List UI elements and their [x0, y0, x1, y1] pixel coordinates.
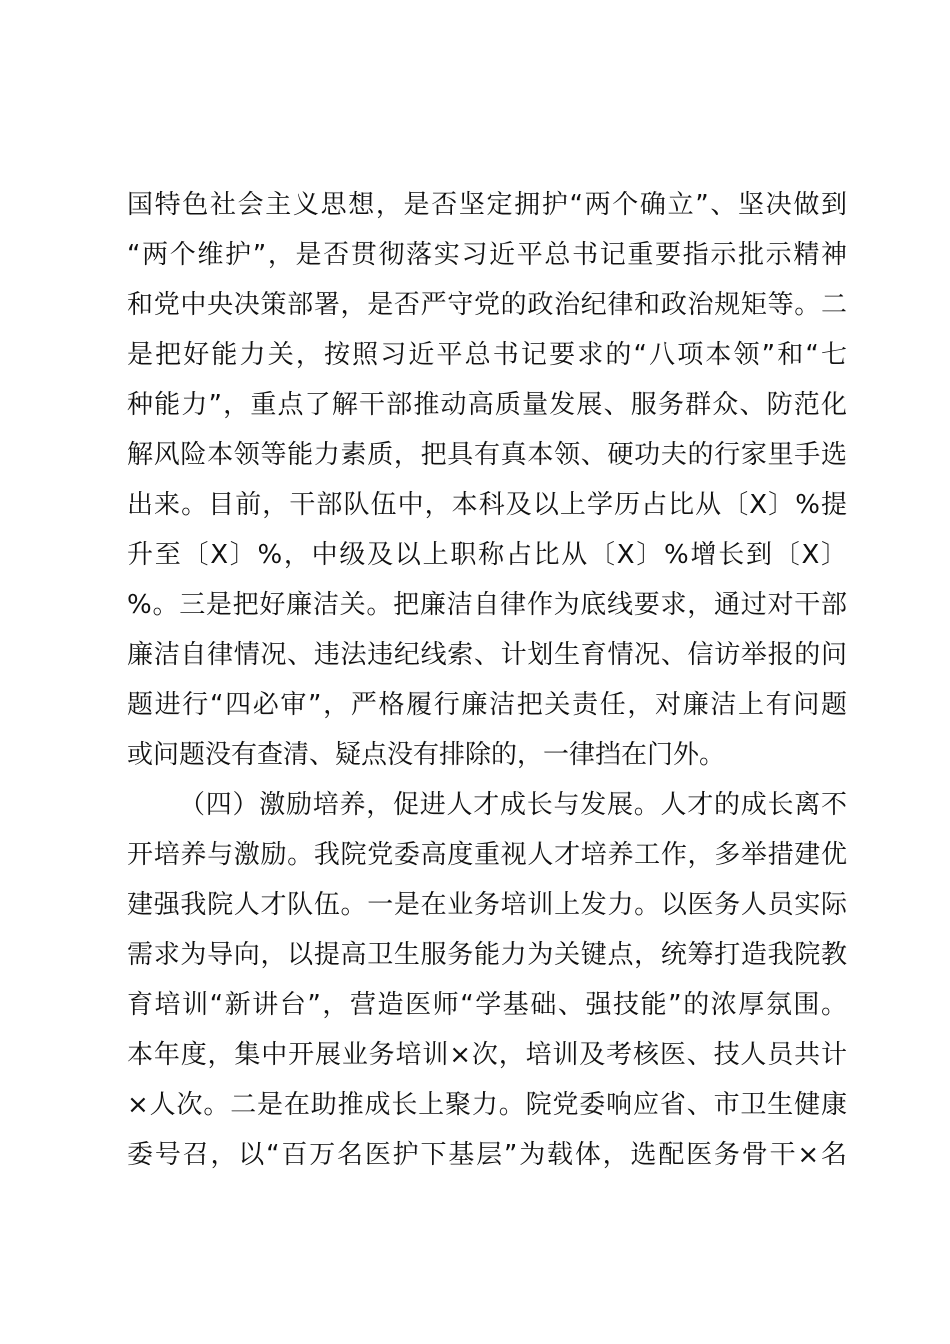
- text-line-17: 育培训“新讲台”，营造医师“学基础、强技能”的浓厚氛围。: [127, 990, 847, 1020]
- text-line-3: 和党中央决策部署，是否严守党的政治纪律和政治规矩等。二: [127, 290, 847, 320]
- text-line-12: 或问题没有查清、疑点没有排除的，一律挡在门外。: [127, 740, 726, 770]
- text-line-4: 是把好能力关，按照习近平总书记要求的“八项本领”和“七: [127, 340, 847, 370]
- text-line-14: 开培养与激励。我院党委高度重视人才培养工作，多举措建优: [127, 840, 847, 870]
- text-line-20: 委号召，以“百万名医护下基层”为载体，选配医务骨干×名: [127, 1140, 847, 1170]
- text-line-8: 升至〔X〕%，中级及以上职称占比从〔X〕%增长到〔X〕: [127, 540, 847, 570]
- text-line-1: 国特色社会主义思想，是否坚定拥护“两个确立”、坚决做到: [127, 190, 847, 220]
- text-line-11: 题进行“四必审”，严格履行廉洁把关责任，对廉洁上有问题: [127, 690, 847, 720]
- text-line-15: 建强我院人才队伍。一是在业务培训上发力。以医务人员实际: [127, 890, 847, 920]
- text-line-19: ×人次。二是在助推成长上聚力。院党委响应省、市卫生健康: [127, 1090, 847, 1120]
- text-line-9: %。三是把好廉洁关。把廉洁自律作为底线要求，通过对干部: [127, 590, 847, 620]
- text-line-6: 解风险本领等能力素质，把具有真本领、硬功夫的行家里手选: [127, 440, 847, 470]
- text-line-2: “两个维护”，是否贯彻落实习近平总书记重要指示批示精神: [127, 240, 847, 270]
- text-line-7: 出来。目前，干部队伍中，本科及以上学历占比从〔X〕%提: [127, 490, 847, 520]
- text-line-16: 需求为导向，以提高卫生服务能力为关键点，统筹打造我院教: [127, 940, 847, 970]
- section-heading-line: （四）激励培养，促进人才成长与发展。人才的成长离不: [179, 790, 847, 820]
- text-line-18: 本年度，集中开展业务培训×次，培训及考核医、技人员共计: [127, 1040, 847, 1070]
- text-line-10: 廉洁自律情况、违法违纪线索、计划生育情况、信访举报的问: [127, 640, 847, 670]
- text-line-5: 种能力”，重点了解干部推动高质量发展、服务群众、防范化: [127, 390, 847, 420]
